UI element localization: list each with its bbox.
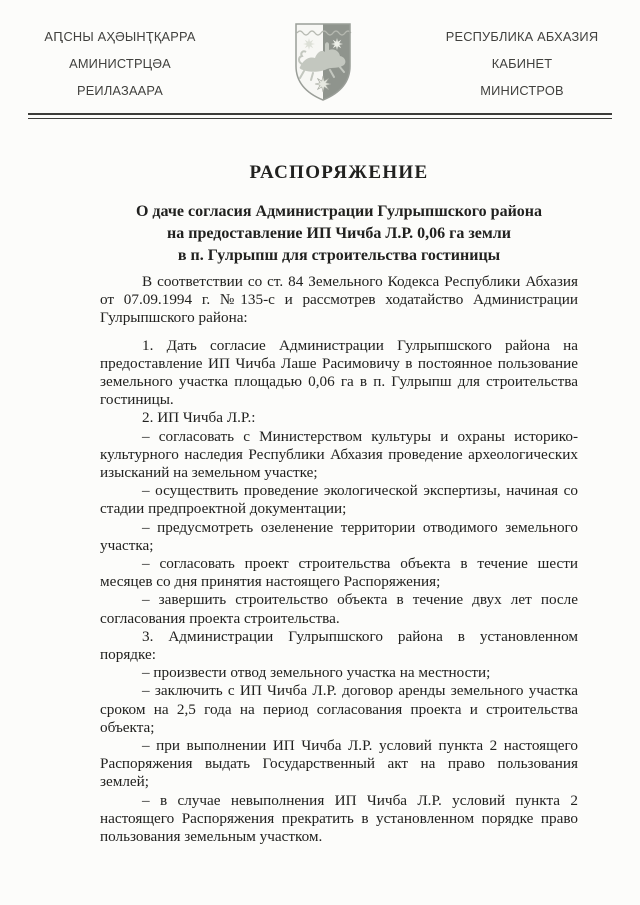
document-title: РАСПОРЯЖЕНИЕ xyxy=(249,162,429,183)
paragraph-item-2-dash-3: – предусмотреть озеленение территории отводимого земельного участка; xyxy=(100,518,578,554)
subject-line-3: в п. Гулрыпш для строительства гостиницы xyxy=(177,247,501,264)
paragraph-item-3-dash-2: – заключить с ИП Чичба Л.Р. договор аренды земельного участка сроком на 2,5 года на период согласования проекта и строительства объекта; xyxy=(100,682,578,736)
letterhead-abkhaz-line-3: РЕИЛАЗААРА xyxy=(76,83,164,98)
paragraph-item-2-dash-1: – согласовать с Министерством культуры и охраны историко-культурного наследия Республики Абхазия проведение археологических изысканий на земельном участке; xyxy=(100,427,578,482)
subject-line-1: О даче согласия Администрации Гулрыпшского района xyxy=(135,203,543,220)
letterhead-russian xyxy=(418,23,626,104)
paragraph-item-2-dash-5: – завершить строительство объекта в течение двух лет после согласования проекта строительства. xyxy=(100,591,578,627)
paragraph-item-3-dash-3: – при выполнении ИП Чичба Л.Р. условий пункта 2 настоящего Распоряжения выдать Государственный акт на право пользования землей; xyxy=(100,737,578,791)
document-body xyxy=(100,273,578,846)
letterhead-abkhaz xyxy=(12,23,228,104)
subject-line-2: на предоставление ИП Чичба Л.Р. 0,06 га земли xyxy=(167,225,511,242)
abkhazia-coat-of-arms-icon xyxy=(289,20,357,106)
paragraph-item-3-dash-4: – в случае невыполнения ИП Чичба Л.Р. условий пункта 2 настоящего Распоряжения прекратить в установленном порядке право пользования земельным участком. xyxy=(100,791,578,846)
paragraph-item-2-dash-2: – осуществить проведение экологической экспертизы, начиная со стадии предпроектной документации; xyxy=(100,482,578,518)
paragraph-item-1: 1. Дать согласие Администрации Гулрыпшского района на предоставление ИП Чичба Лаше Расимовичу в постоянное пользование земельного участка площадью 0,06 га в п. Гулрыпш для строительства гостиницы. xyxy=(100,336,578,409)
letterhead-russian-line-1: РЕСПУБЛИКА АБХАЗИЯ xyxy=(445,29,599,44)
paragraph-item-2: 2. ИП Чичба Л.Р.: xyxy=(142,409,256,427)
letterhead-russian-line-2: КАБИНЕТ xyxy=(491,56,553,71)
document-subject xyxy=(100,201,578,267)
letterhead-abkhaz-line-2: АМИНИСТРЦӘА xyxy=(69,56,171,71)
letterhead-abkhaz-line-1: АԤСНЫ АҲӘЫНҬҚАРРА xyxy=(44,29,196,44)
paragraph-item-2-dash-4: – согласовать проект строительства объекта в течение шести месяцев со дня принятия настоящего Распоряжения; xyxy=(100,555,578,591)
paragraph-preamble: В соответствии со ст. 84 Земельного Кодекса Республики Абхазия от 07.09.1994 г. №135-с и рассмотрев ходатайство Администрации Гулрыпшского района: xyxy=(100,273,578,327)
paragraph-item-3-dash-1: – произвести отвод земельного участка на местности; xyxy=(142,664,491,682)
header-divider-double-rule xyxy=(28,113,612,119)
paragraph-item-3: 3. Администрации Гулрыпшского района в установленном порядке: xyxy=(100,627,578,664)
letterhead-russian-line-3: МИНИСТРОВ xyxy=(480,83,564,98)
